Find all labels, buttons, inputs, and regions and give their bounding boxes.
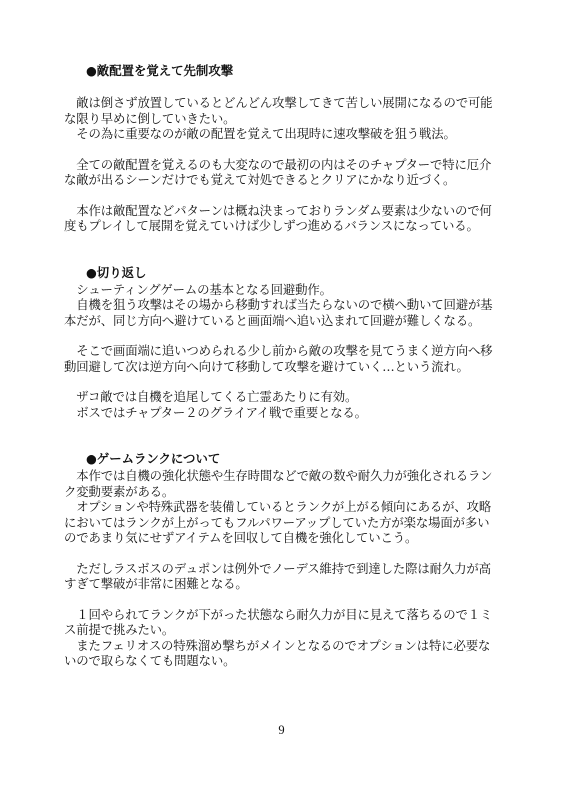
- text-line: ク変動要素がある。: [64, 483, 175, 499]
- text-line: その為に重要なのが敵の配置を覚えて出現時に速攻撃破を狙う戦法。: [64, 126, 456, 141]
- text-line: ス前提で挑みたい。: [64, 622, 175, 637]
- text-line: 度もプレイして展開を覚えていけば少しずつ進めるバランスになっている。: [64, 218, 479, 233]
- text-line: のであまり気にせずアイテムを回収して自機を強化していこう。: [64, 530, 418, 545]
- section-game-rank: [64, 450, 504, 669]
- text-line: な敵が出るシーンだけでも覚えて対処できるとクリアにかなり近づく。: [64, 172, 456, 187]
- text-line: 本作は敵配置などパターンは概ね決まっておりランダム要素は少ないので何: [64, 202, 492, 218]
- paragraph: [64, 203, 504, 234]
- section-heading: ●切り返し: [86, 264, 147, 280]
- section-heading: ●敵配置を覚えて先制攻撃: [86, 63, 234, 78]
- text-line: すぎて撃破が非常に困難となる。: [64, 576, 248, 591]
- paragraph: [64, 389, 504, 420]
- section-switchback: [64, 264, 504, 421]
- text-line: いので取らなくても問題ない。: [64, 653, 236, 668]
- text-line: な限り早めに倒していきたい。: [64, 110, 236, 126]
- text-line: ザコ敵では自機を追尾してくる亡霊あたりに有効。: [64, 389, 358, 404]
- section-heading: ●ゲームランクについて: [86, 451, 221, 466]
- page-body: [64, 62, 504, 669]
- section-enemy-placement: [64, 62, 504, 234]
- text-line: 自機を狙う攻撃はその場から移動すれば当たらないので横へ動いて回避が基: [64, 297, 493, 312]
- paragraph: [64, 282, 504, 329]
- text-line: オプションや特殊武器を装備しているとランクが上がる傾向にあるが、攻略: [64, 499, 492, 514]
- paragraph: [64, 95, 504, 142]
- text-line: 動回避して次は逆方向へ向けて移動して攻撃を避けていく…という流れ。: [64, 358, 469, 374]
- text-line: シューティングゲームの基本となる回避動作。: [64, 281, 332, 297]
- paragraph: [64, 343, 504, 374]
- paragraph: [64, 468, 504, 546]
- text-line: 敵は倒さず放置しているとどんどん攻撃してきて苦しい展開になるので可能: [64, 95, 493, 110]
- paragraph: [64, 157, 504, 188]
- paragraph: [64, 561, 504, 592]
- text-line: 本だが、同じ方向へ避けていると画面端へ追い込まれて回避が難しくなる。: [64, 312, 481, 328]
- text-line: 本作では自機の強化状態や生存時間などで敵の数や耐久力が強化されるラン: [64, 468, 493, 483]
- text-line: においてはランクが上がってもフルパワーアップしていた方が楽な場面が多い: [64, 514, 490, 530]
- text-line: ただしラスボスのデュポンは例外でノーデス維持で到達した際は耐久力が高: [64, 560, 491, 576]
- page-number: 9: [278, 723, 285, 737]
- text-line: １回やられてランクが下がった状態なら耐久力が目に見えて落ちるので１ミ: [64, 606, 493, 622]
- text-line: 全ての敵配置を覚えるのも大変なので最初の内はそのチャプターで特に厄介: [64, 156, 492, 172]
- text-line: またフェリオスの特殊溜め撃ちがメインとなるのでオプションは特に必要な: [64, 637, 491, 653]
- text-line: そこで画面端に追いつめられる少し前から敵の攻撃を見てうまく逆方向へ移: [64, 343, 493, 358]
- paragraph: [64, 607, 504, 669]
- text-line: ボスではチャプター２のグライアイ戦で重要となる。: [64, 404, 367, 420]
